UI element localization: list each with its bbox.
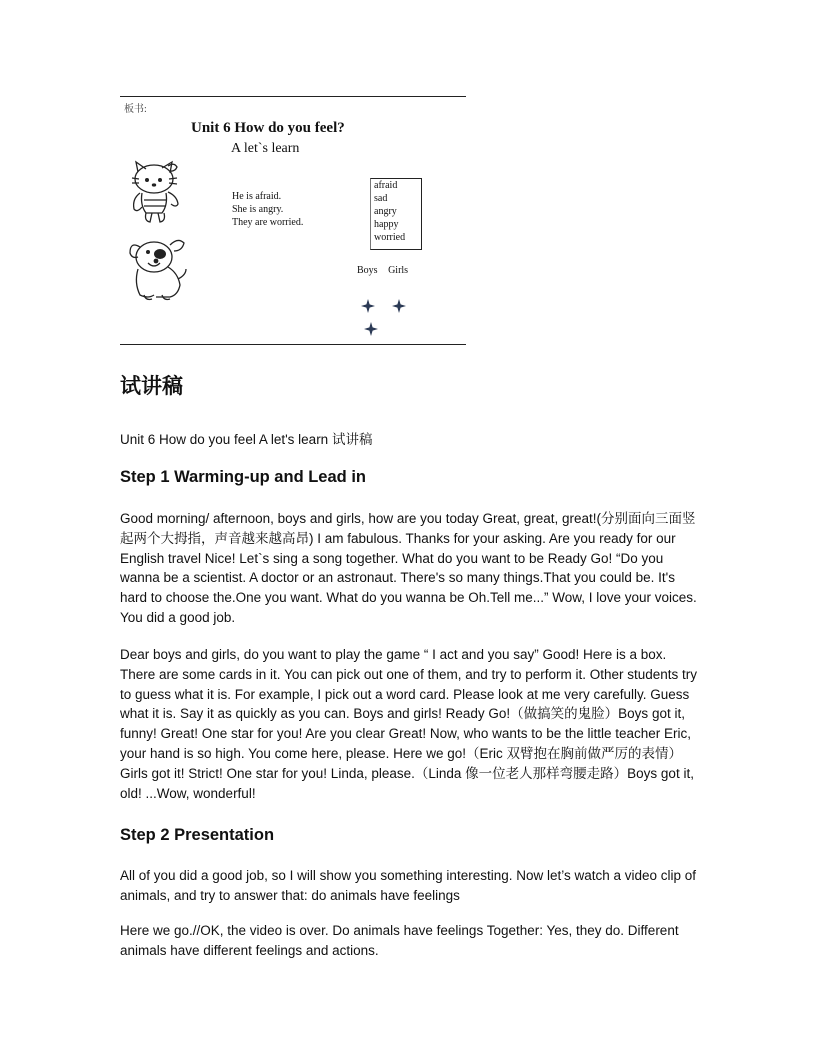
sentence: They are worried. bbox=[232, 217, 304, 228]
team-labels bbox=[357, 265, 416, 276]
team-boys-label: Boys bbox=[357, 265, 378, 276]
step2-paragraph-1: All of you did a good job, so I will show you something interesting. Now let’s watch a video clip of animals, and try to answer that: do animals have feelings bbox=[120, 868, 697, 903]
bottom-rule bbox=[120, 344, 466, 345]
sentence: She is angry. bbox=[232, 204, 284, 215]
blackboard-design-figure bbox=[120, 96, 466, 346]
word-list-box bbox=[370, 178, 422, 250]
team-girls-label: Girls bbox=[388, 265, 409, 276]
four-point-star-icon bbox=[364, 322, 378, 336]
board-title: Unit 6 How do you feel? bbox=[191, 120, 345, 136]
puppy-icon bbox=[126, 233, 190, 303]
step1-paragraph-1: Good morning/ afternoon, boys and girls, how are you today Great, great, great!(分别面向三面竖起两个大拇指，声音越来越高昂) I am fabulous. Thanks for your asking. Are you ready for our English travel Nice! Let`s sing a song together. What do you want to be Ready Go! “Do you wanna be a scientist. A doctor or an astronaut. There's so many things.That you could be. It's hard to choose the.One you want. What do you wanna be Oh.Tell me...” Wow, I love your voices. You did a good job. bbox=[120, 511, 697, 625]
sentence: He is afraid. bbox=[232, 191, 282, 202]
board-sentences bbox=[232, 190, 303, 229]
hello-kitty-icon bbox=[128, 160, 186, 230]
board-subtitle: A let`s learn bbox=[231, 141, 300, 156]
step1-heading: Step 1 Warming-up and Lead in bbox=[120, 468, 366, 486]
step2-heading: Step 2 Presentation bbox=[120, 826, 275, 844]
step2-paragraph-2: Here we go.//OK, the video is over. Do animals have feelings Together: Yes, they do. Different animals have different feelings and actions. bbox=[120, 923, 679, 958]
step1-paragraph-2: Dear boys and girls, do you want to play the game “ I act and you say” Good! Here is a box. There are some cards in it. You can pick out one of them, and try to perform it. Other students try to guess what it is. For example, I pick out a word card. Please look at me very carefully. Guess what it is. Say it as quickly as you can. Boys and girls! Ready Go!（做搞笑的鬼脸）Boys got it, funny! Great! One star for you! Are you clear Great! Now, who wants to be the little teacher Eric, your hand is so high. You come here, please. Here we go!（Eric 双臂抱在胸前做严厉的表情）Girls got it! Strict! One star for you! Linda, please.（Linda 像一位老人那样弯腰走路）Boys got it, old! ...Wow, wonderful! bbox=[120, 647, 698, 801]
top-rule bbox=[120, 96, 466, 97]
page-title: 试讲稿 bbox=[120, 373, 183, 398]
word-item: afraid bbox=[374, 180, 398, 191]
word-item: happy bbox=[374, 219, 399, 230]
four-point-star-icon bbox=[392, 299, 406, 313]
word-item: worried bbox=[374, 232, 406, 243]
four-point-star-icon bbox=[361, 299, 375, 313]
document-subtitle: Unit 6 How do you feel A let's learn 试讲稿 bbox=[120, 432, 373, 447]
word-item: sad bbox=[374, 193, 388, 204]
board-label: 板书: bbox=[124, 104, 147, 115]
word-item: angry bbox=[374, 206, 397, 217]
